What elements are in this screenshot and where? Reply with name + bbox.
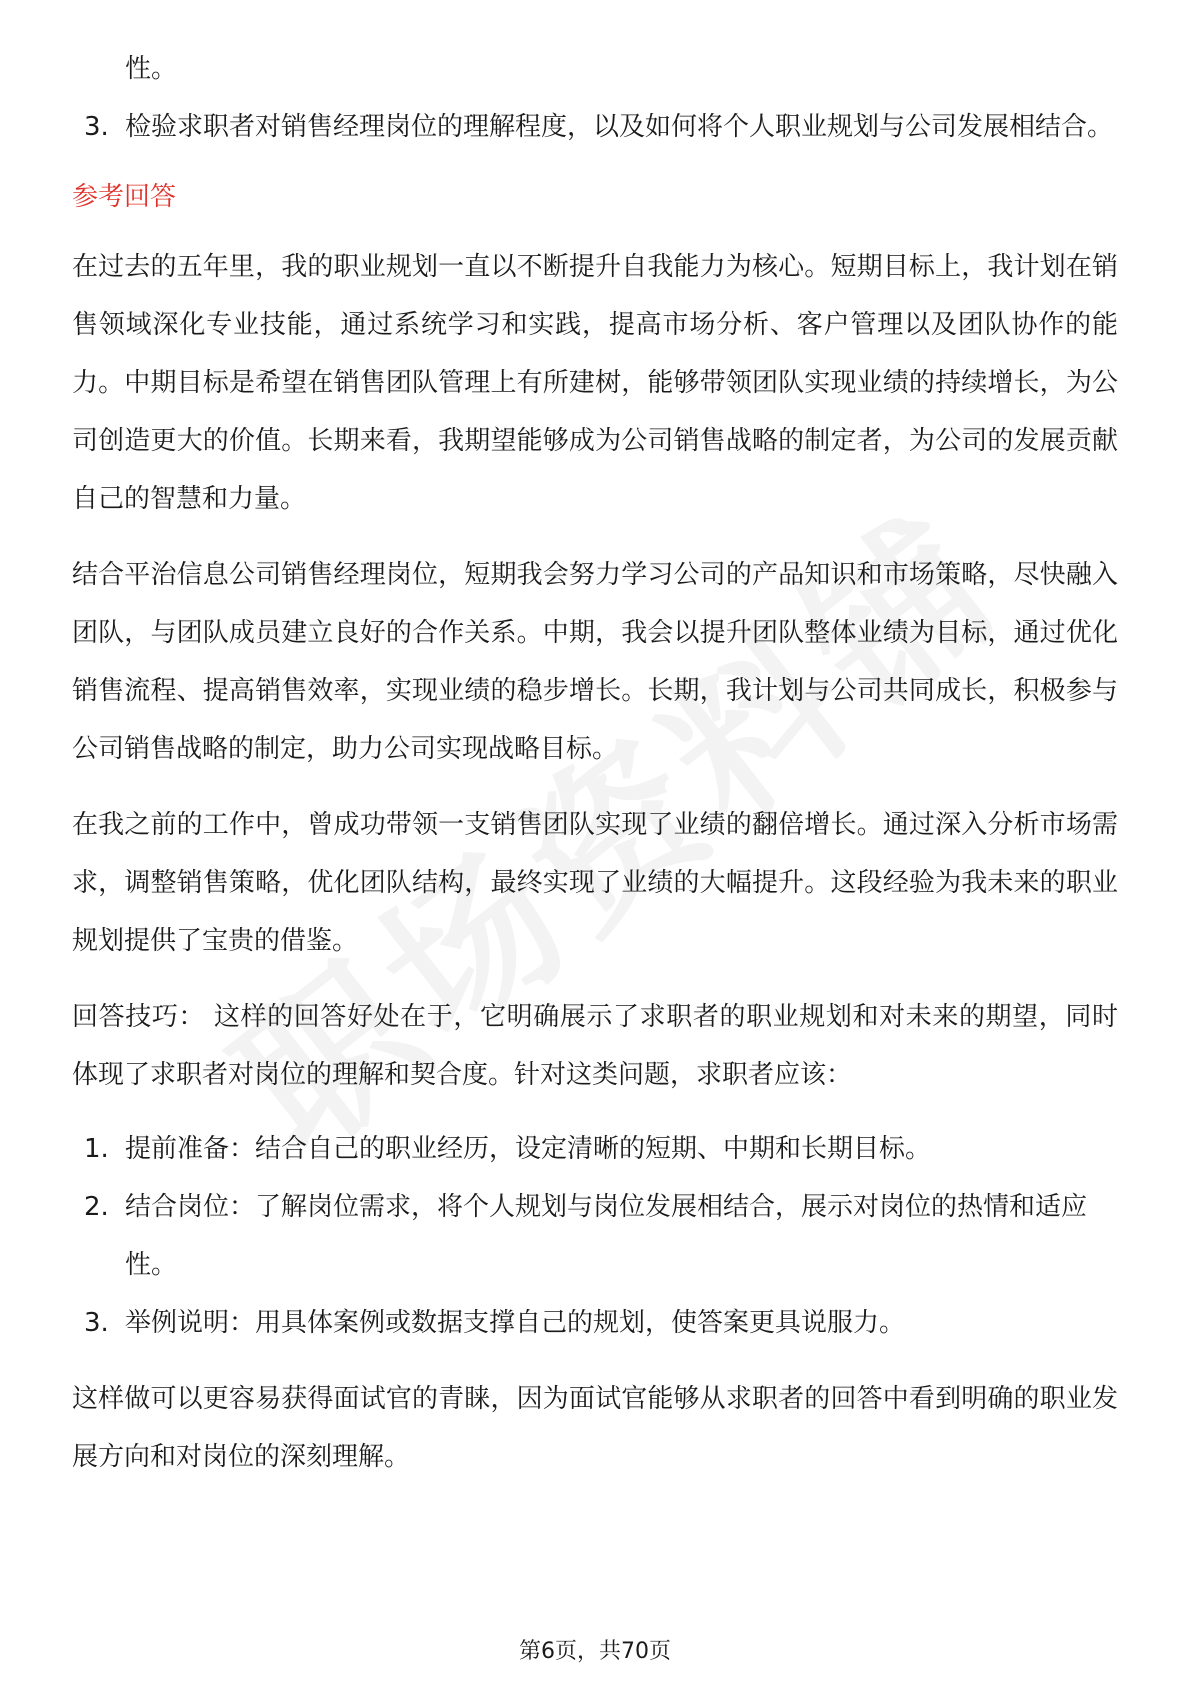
list-number: 1. [84, 1134, 109, 1164]
answer-paragraph: 在我之前的工作中，曾成功带领一支销售团队实现了业绩的翻倍增长。通过深入分析市场需求，调整销售策略，优化团队结构，最终实现了业绩的大幅提升。这段经验为我未来的职业规划提供了宝贵的借鉴。 [72, 810, 1118, 956]
section-heading: 参考回答 [72, 182, 177, 212]
list-item-text: 检验求职者对销售经理岗位的理解程度，以及如何将个人职业规划与公司发展相结合。 [125, 112, 1114, 142]
list-number: 2. [84, 1192, 109, 1222]
tips-intro-paragraph: 回答技巧： 这样的回答好处在于，它明确展示了求职者的职业规划和对未来的期望，同时体现了求职者对岗位的理解和契合度。针对这类问题，求职者应该： [72, 1002, 1118, 1090]
list-continuation: 性。 [125, 54, 178, 84]
list-number: 3. [84, 112, 109, 142]
list-item-text: 结合岗位：了解岗位需求，将个人规划与岗位发展相结合，展示对岗位的热情和适应性。 [125, 1192, 1088, 1280]
page-footer: 第6页，共70页 [519, 1639, 671, 1664]
document-body [72, 40, 1118, 1504]
answer-paragraph: 结合平治信息公司销售经理岗位，短期我会努力学习公司的产品知识和市场策略，尽快融入团队，与团队成员建立良好的合作关系。中期，我会以提升团队整体业绩为目标，通过优化销售流程、提高销售效率，实现业绩的稳步增长。长期，我计划与公司共同成长，积极参与公司销售战略的制定，助力公司实现战略目标。 [72, 560, 1118, 764]
answer-paragraph: 在过去的五年里，我的职业规划一直以不断提升自我能力为核心。短期目标上，我计划在销售领域深化专业技能，通过系统学习和实践，提高市场分析、客户管理以及团队协作的能力。中期目标是希望在销售团队管理上有所建树，能够带领团队实现业绩的持续增长，为公司创造更大的价值。长期来看，我期望能够成为公司销售战略的制定者，为公司的发展贡献自己的智慧和力量。 [72, 252, 1118, 514]
list-item [72, 1294, 1118, 1352]
list-item [72, 1120, 1118, 1178]
list-item-text: 提前准备：结合自己的职业经历，设定清晰的短期、中期和长期目标。 [125, 1134, 932, 1164]
list-item [72, 1178, 1118, 1294]
question-intent-list [72, 98, 1118, 156]
closing-paragraph: 这样做可以更容易获得面试官的青睐，因为面试官能够从求职者的回答中看到明确的职业发展方向和对岗位的深刻理解。 [72, 1384, 1118, 1472]
list-number: 3. [84, 1308, 109, 1338]
tips-list [72, 1120, 1118, 1352]
list-item [72, 98, 1118, 156]
list-item-text: 举例说明：用具体案例或数据支撑自己的规划，使答案更具说服力。 [125, 1308, 906, 1338]
